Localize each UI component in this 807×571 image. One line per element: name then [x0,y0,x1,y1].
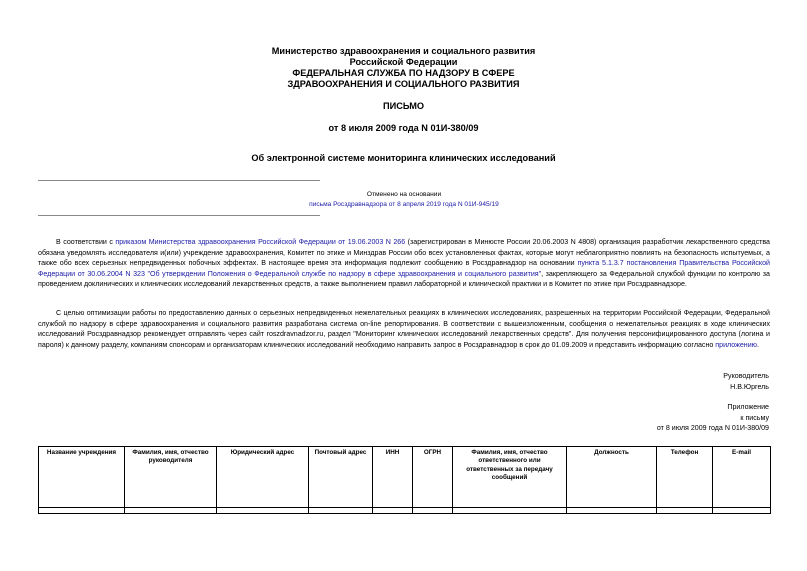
table-cell [453,508,567,514]
table-cell [309,508,373,514]
col-header-ogrn: ОГРН [413,447,453,508]
col-header-responsible: Фамилия, имя, отчество ответственного или ответственных за передачу сообщений [453,447,567,508]
cancellation-link[interactable]: письма Росздравнадзора от 8 апреля 2019 года N 01И-945/19 [309,201,499,208]
col-header-email: E-mail [713,447,771,508]
order-266-link[interactable]: приказом Министерства здравоохранения Российской Федерации от 19.06.2003 N 266 [115,238,406,246]
appendix-line-3: от 8 июля 2009 года N 01И-380/09 [656,424,769,433]
ministry-line-2: Российской Федерации [349,57,458,67]
paragraph-1-text-c: , закрепляющего за Федеральной службой функции по контролю за проведением доклинических и клинических исследований лекарственных средств, а также выполнением правил лабораторной и клинической практики и в Комитет по этике при Росздравнадзоре. [38,269,770,289]
table-cell [39,508,125,514]
paragraph-1 [38,237,770,290]
appendix-line-2: к письму [740,413,769,422]
service-line-1: ФЕДЕРАЛЬНАЯ СЛУЖБА ПО НАДЗОРУ В СФЕРЕ [292,68,515,78]
table-cell [373,508,413,514]
signature-name: Н.В.Юргель [730,382,769,391]
doc-type: ПИСЬМО [382,101,425,111]
col-header-position: Должность [567,447,657,508]
table-cell [217,508,309,514]
paragraph-2-text-b: . [757,340,759,349]
col-header-phone: Телефон [657,447,713,508]
contact-form-table [38,446,771,514]
appendix-link[interactable]: приложению [715,340,758,349]
doc-title: Об электронной системе мониторинга клинических исследований [251,153,556,163]
col-header-legal-address: Юридический адрес [217,447,309,508]
signature-block [723,371,769,392]
table-cell [413,508,453,514]
cancellation-text: Отменено на основании [366,191,442,198]
col-header-inn: ИНН [373,447,413,508]
col-header-director: Фамилия, имя, отчество руководителя [125,447,217,508]
table-row [39,508,771,514]
resolution-323-link[interactable]: пункта 5.1.3.7 постановления Правительства Российской Федерации от 30.06.2004 N 323 "Об утверждении Положения о Федеральной службе по надзору в сфере здравоохранения и социального развития" [38,259,770,278]
ministry-line-1: Министерство здравоохранения и социального развития [271,46,536,56]
appendix-block [657,402,769,434]
table-header-row [39,447,771,508]
col-header-postal-address: Почтовый адрес [309,447,373,508]
divider-top [38,180,320,181]
signature-position: Руководитель [723,372,769,380]
table-cell [567,508,657,514]
table-cell [713,508,771,514]
paragraph-2 [38,308,770,350]
ministry-name [0,46,807,90]
paragraph-1-text-a: В соответствии с [56,238,116,246]
cancellation-note [38,190,770,210]
service-line-2: ЗДРАВООХРАНЕНИЯ И СОЦИАЛЬНОГО РАЗВИТИЯ [287,79,520,89]
divider-bottom [38,215,320,216]
table-cell [657,508,713,514]
appendix-line-1: Приложение [727,403,769,411]
table-cell [125,508,217,514]
col-header-institution: Название учреждения [39,447,125,508]
paragraph-2-text-a: С целью оптимизации работы по предоставлению данных о серьезных непредвиденных нежелательных реакциях в клинических исследованиях, разрешенных на территории Российской Федерации, Федеральной службой по надзору в сфере здравоохранения и социального развития разработана система on-line репортирования. В соответствии с вышеизложенным, сообщения о нежелательных реакциях в ходе клинических исследований Росздравнадзор рекомендует отправлять через сайт roszdravnadzor.ru, раздел "Мониторинг клинических исследований лекарственных средств". Для получения персонифицированного доступа (логина и пароля) к данному разделу, компаниям спонсорам и организаторам клинических исследований необходимо направить запрос в Росздравнадзор в срок до 01.09.2009 и представить информацию согласно [38,309,770,349]
paragraph-1-text-b: (зарегистрирован в Минюсте России 20.06.2003 N 4808) организация разработчик лекарственного средства обязана уведомлять исследователя и(или) учреждение здравоохранения, Комитет по этике и Минздрав России обо всех установленных фактах, которые могут неблагоприятно повлиять на безопасность испытуемых, а также обо всех серьезных непредвиденных побочных эффектах. В настоящее время эта информация подлежит сообщению в Росздравнадзор на основании [38,238,771,268]
doc-date: от 8 июля 2009 года N 01И-380/09 [328,123,479,133]
